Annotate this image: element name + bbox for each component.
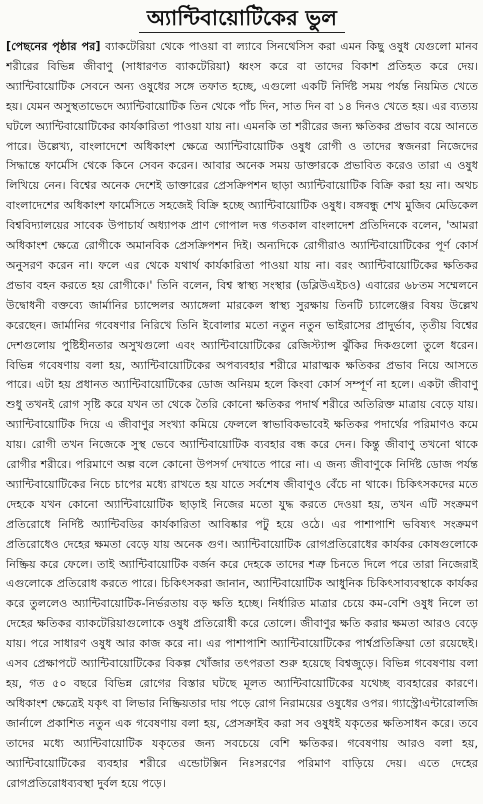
- article-body: [6, 37, 478, 805]
- headline-text: অ্যান্টিবায়োটিকের ভুল: [139, 4, 345, 33]
- article-paragraph-2: বঙ্গবন্ধু শেখ মুজিব মেডিকেল বিশ্ববিদ্যালয়ের সাবেক উপাচার্য অধ্যাপক প্রাণ গোপাল দত্ত গতকাল বাংলাদেশ প্রতিদিনকে বলেন, 'আমরা অধিকাংশ ক্ষেত্রে রোগীকে অমানবিক প্রেসক্রিপশন দিই। অন্যদিকে রোগীরাও অ্যান্টিবায়োটিকের পূর্ণ কোর্স অনুসরণ করেন না। ফলে এর থেকে যথার্থ কার্যকারিতা পাওয়া যায় না। বরং অ্যান্টিবায়োটিকের ক্ষতিকর প্রভাব বহন করতে হয় রোগীকে।' তিনি বলেন, বিশ্ব স্বাস্থ্য সংস্থার (ডব্লিউএইচও) এবারের ৬৮তম সম্মেলনে উদ্বোধনী বক্তব্যে জার্মানির চ্যান্সেলর অ্যাঙ্গেলা মারকেল স্বাস্থ্য সুরক্ষায় তিনটি চ্যালেঞ্জের বিষয় উল্লেখ করেছেন। জার্মানির গবেষণার নিরিখে তিনি ইবোলার মতো নতুন নতুন ভাইরাসের প্রাদুর্ভাব, তৃতীয় বিশ্বের দেশগুলোয় পুষ্টিহীনতার অসুখগুলো এবং অ্যান্টিবায়োটিকের রেজিস্ট্যান্স ঝুঁকির দিকগুলো তুলে ধরেন। বিভিন্ন গবেষণায় বলা হয়, অ্যান্টিবায়োটিকের অপব্যবহার শরীরে মারাত্মক ক্ষতিকর প্রভাব নিয়ে আসতে পারে। এটা হয় প্রধানত অ্যান্টিবায়োটিকের ডোজ অনিয়ম হলে কিংবা কোর্স সম্পূর্ণ না হলে। একটা জীবাণু শুধু তখনই রোগ সৃষ্টি করে যখন তা থেকে তৈরি কোনো ক্ষতিকর পদার্থ শরীরে অতিরিক্ত মাত্রায় বেড়ে যায়। অ্যান্টিবায়োটিক দিয়ে এ জীবাণুর সংখ্যা কমিয়ে ফেললে স্বাভাবিকভাবেই ক্ষতিকর পদার্থের পরিমাণও কমে যায়। রোগী তখন নিজেকে সুস্থ ভেবে অ্যান্টিবায়োটিক ব্যবহার বন্ধ করে দেন। কিন্তু জীবাণু তখনো থাকে রোগীর শরীরে। পরিমাণে অল্প বলে কোনো উপসর্গ দেখাতে পারে না। এ জন্য জীবাণুকে নির্দিষ্ট ডোজ পর্যন্ত অ্যান্টিবায়োটিকের নিচে চাপের মধ্যে রাখতে হয় যাতে সর্বশেষ জীবাণুও বেঁচে না থাকে। চিকিৎসকদের মতে দেহকে যখন কোনো অ্যান্টিবায়োটিক ছাড়াই নিজের মতো যুদ্ধ করতে দেওয়া হয়, তখন এটি সংক্রমণ প্রতিরোধে নির্দিষ্ট অ্যান্টিবডির কার্যকারিতা আবিষ্কার পটু হয়ে ওঠে। এর পাশাপাশি ভবিষ্যৎ সংক্রমণ প্রতিরোধেও দেহের ক্ষমতা বেড়ে যায় অনেক গুণ। অ্যান্টিবায়োটিক রোগপ্রতিরোধের কার্যকর কোষগুলোকে নিষ্ক্রিয় করে ফেলে। তাই অ্যান্টিবায়োটিক বর্জন করে দেহকে তাদের শত্রু চিনতে দিলে পরে তারা নিজেরাই এগুলোকে প্রতিরোধ করতে পারে। চিকিৎসকরা জানান, অ্যান্টিবায়োটিক আধুনিক চিকিৎসাব্যবস্থাকে কার্যকর করে তুললেও অ্যান্টিবায়োটিক-নির্ভরতায় বড় ক্ষতি হচ্ছে। নির্ধারিত মাত্রার চেয়ে কম-বেশি ওষুধ নিলে তা দেহের ক্ষতিকর ব্যাকটেরিয়াগুলোকে ওষুধ প্রতিরোধী করে তোলে। জীবাণুর ক্ষতি করার ক্ষমতা আরও বেড়ে যায়। পরে সাধারণ ওষুধ আর কাজ করে না। এর পাশাপাশি অ্যান্টিবায়োটিকের পার্শ্বপ্রতিক্রিয়া তো রয়েছেই। এসব প্রেক্ষাপটে অ্যান্টিবায়োটিকের বিকল্প খোঁজার তৎপরতা শুরু হয়েছে বিশ্বজুড়ে। বিভিন্ন গবেষণায় বলা হয়, গত ৫০ বছরে বিভিন্ন রোগের বিস্তার ঘটছে মূলত অ্যান্টিবায়োটিকের যথেচ্ছ ব্যবহারের কারণে। অধিকাংশ ক্ষেত্রেই যকৃৎ বা লিভার নিষ্ক্রিয়তার দায় পড়ে রোগ নিরাময়ের ওষুধের ওপর। গ্যাস্ট্রোএন্টারোলজি জার্নালে প্রকাশিত নতুন এক গবেষণায় বলা হয়, প্রেসক্রাইব করা সব ওষুধই যকৃতের ক্ষতিসাধন করে। তবে তাদের মধ্যে অ্যান্টিবায়োটিক যকৃতের জন্য সবচেয়ে বেশি ক্ষতিকর। গবেষণায় আরও বলা হয়, অ্যান্টিবায়োটিকের ব্যবহার শরীরে এন্ডোটক্সিন নিঃসরণের পরিমাণ বাড়িয়ে দেয়। এতে দেহের রোগপ্রতিরোধব্যবস্থা দুর্বল হয়ে পড়ে।: [6, 199, 478, 790]
- article-headline: [6, 4, 478, 34]
- article-continuation-marker: [পেছনের পৃষ্ঠার পর]: [6, 40, 101, 53]
- article-paragraph-1: ব্যাকটেরিয়া থেকে পাওয়া বা ল্যাবে সিনথেসিস করা এমন কিছু ওষুধ যেগুলো মানব শরীরের বিভিন্ন জীবাণু (সাধারণত ব্যাকটেরিয়া) ধ্বংস করে বা তাদের বিকাশ প্রতিহত করে দেয়। অ্যান্টিবায়োটিক সেবনে অন্য ওষুধের সঙ্গে তফাত হচ্ছে, এগুলো একটি নির্দিষ্ট সময় পর্যন্ত নিয়মিত খেতে হয়। যেমন অসুস্থতাভেদে অ্যান্টিবায়োটিক তিন থেকে পাঁচ দিন, সাত দিন বা ১৪ দিনও খেতে হয়। এর ব্যত্যয় ঘটলে অ্যান্টিবায়োটিকের কার্যকারিতা পাওয়া যায় না। এমনকি তা শরীরের জন্য ক্ষতিকর প্রভাব বয়ে আনতে পারে। উল্লেখ্য, বাংলাদেশে অধিকাংশ ক্ষেত্রে অ্যান্টিবায়োটিক ওষুধ রোগী ও তাদের স্বজনরা নিজেদের সিদ্ধান্তে ফার্মেসি থেকে কিনে সেবন করেন। আবার অনেক সময় ডাক্তারকে প্রভাবিত করেও তারা এ ওষুধ লিখিয়ে নেন। বিশ্বের অনেক দেশেই ডাক্তারের প্রেসক্রিপশন ছাড়া অ্যান্টিবায়োটিক বিক্রি করা হয় না। অথচ বাংলাদেশের অধিকাংশ ফার্মেসিতে সহজেই বিক্রি হচ্ছে অ্যান্টিবায়োটিক ওষুধ।: [6, 40, 478, 213]
